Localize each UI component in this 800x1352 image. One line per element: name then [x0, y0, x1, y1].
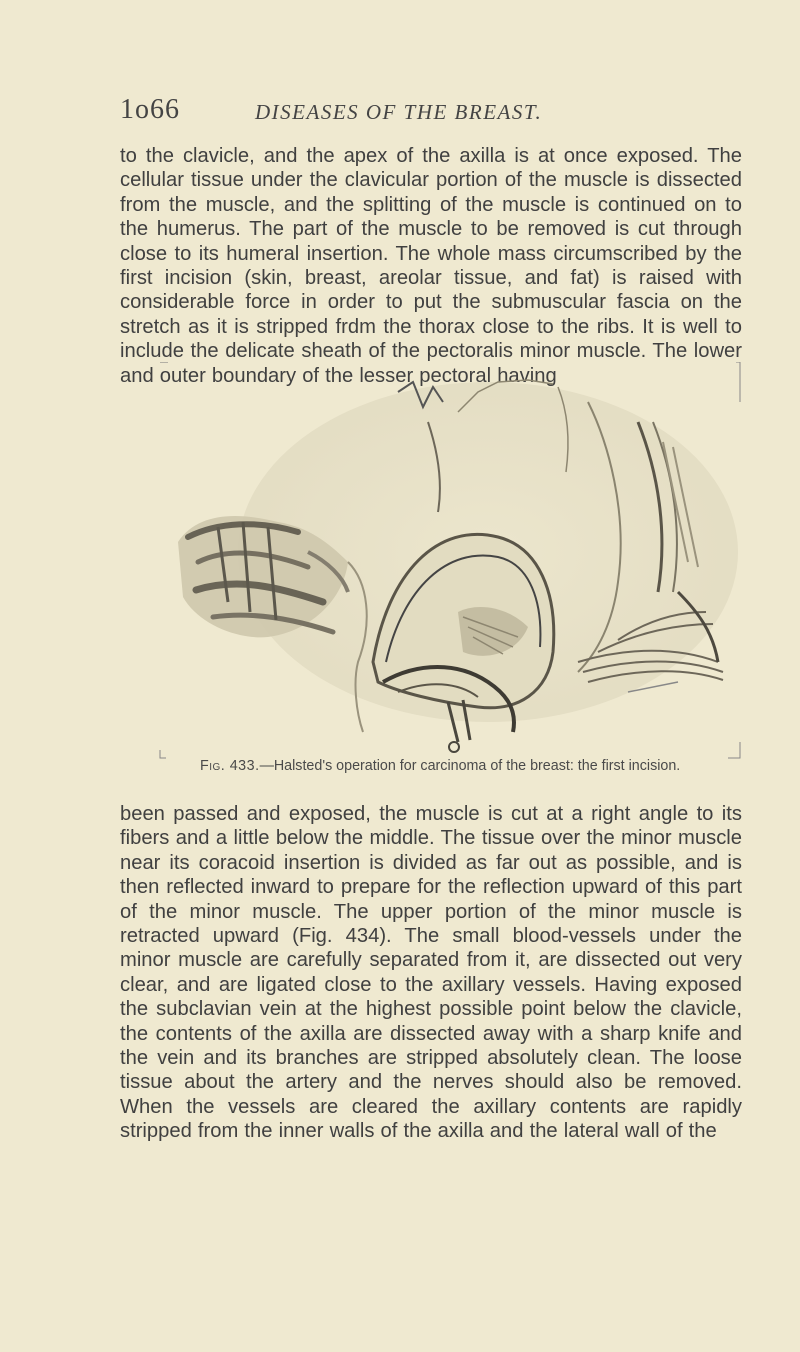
figure-caption-text: —Halsted's operation for carcinoma of the breast: the first incision.	[259, 758, 681, 774]
figure-caption	[200, 758, 760, 774]
paragraph-1: to the clavicle, and the apex of the axilla is at once exposed. The cellular tissue under the clavicular portion of the muscle is dissected from the muscle, and the splitting of the muscle is continued on to the humerus. The part of the muscle to be removed is cut through close to its humeral insertion. The whole mass circumscribed by the first incision (skin, breast, areolar tissue, and fat) is raised with considerable force in order to put the submuscular fascia on the stretch as it is stripped frdm the thorax close to the ribs. It is well to include the delicate sheath of the pectoralis minor muscle. The lower and outer boundary of the lesser pectoral having	[120, 145, 742, 387]
figure-label: Fig. 433.	[200, 758, 260, 774]
page-header	[120, 94, 760, 134]
figure-illustration	[158, 362, 742, 782]
paragraph-2: been passed and exposed, the muscle is cut at a right angle to its fibers and a little below the middle. The tissue over the minor muscle near its coracoid insertion is divided as far out as possible, and is then reflected inward to prepare for the reflection upward of this part of the minor muscle. The upper portion of the minor muscle is retracted upward (Fig. 434). The small blood-vessels under the minor muscle are carefully separated from it, are dissected out very clear, and are ligated close to the axillary vessels. Having exposed the subclavian vein at the highest possible point below the clavicle, the contents of the axilla are dissected away with a sharp knife and the vein and its branches are stripped absolutely clean. The loose tissue about the artery and the nerves should also be removed. When the vessels are cleared the axillary contents are rapidly stripped from the inner walls of the axilla and the lateral wall of the	[120, 803, 742, 1143]
surgical-illustration	[158, 362, 742, 762]
page-number: 1o66	[120, 94, 180, 125]
running-head: DISEASES OF THE BREAST.	[255, 100, 543, 124]
